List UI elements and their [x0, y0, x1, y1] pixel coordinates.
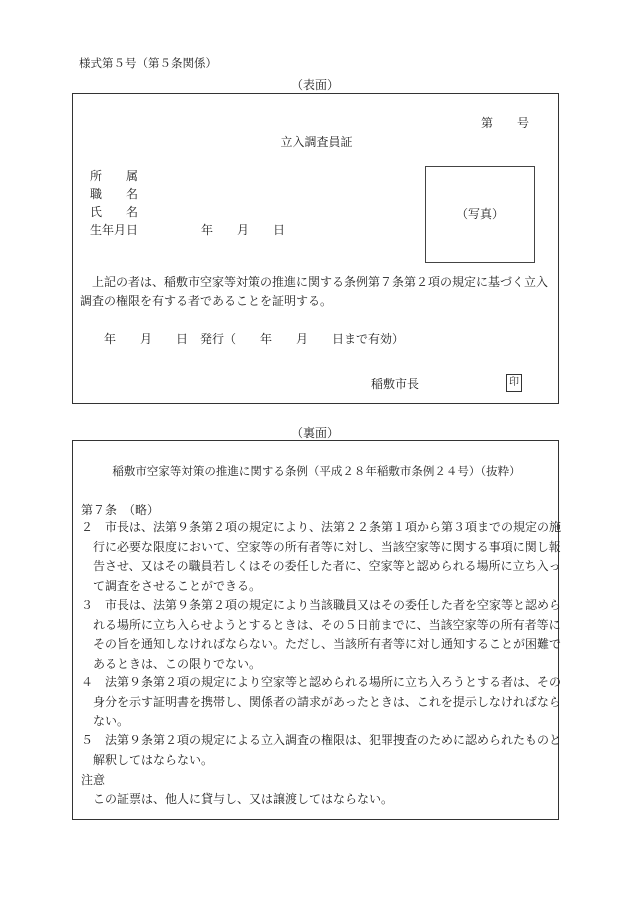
clause-5-number: ５	[81, 733, 94, 747]
issue-validity-line: 年 月 日 発行（ 年 月 日まで有効）	[104, 332, 405, 346]
clause-4	[81, 673, 563, 732]
field-name-label: 氏 名	[90, 205, 139, 219]
certificate-title: 立入調査員証	[280, 135, 353, 149]
photo-label: （写真）	[455, 207, 504, 221]
clause-3	[81, 596, 563, 674]
field-birthdate	[90, 221, 390, 239]
clause-5	[81, 731, 563, 770]
back-heading: （裏面）	[290, 426, 339, 440]
field-affiliation-label: 所 属	[90, 169, 139, 183]
front-heading: （表面）	[290, 78, 339, 92]
clause-3-text: 市長は、法第９条第２項の規定により当該職員又はその委任した者を空家等と認められる場所に立ち入らせようとするときは、その５日前までに、当該空家等の所有者等にその旨を通知しなければならない。ただし、当該所有者等に対し通知することが困難であるときは、この限りでない。	[93, 598, 562, 671]
certification-text: 上記の者は、稲敷市空家等対策の推進に関する条例第７条第２項の規定に基づく立入調査の権限を有する者であることを証明する。	[80, 275, 549, 308]
form-label: 様式第５号（第５条関係）	[79, 56, 217, 70]
official-seal: 印	[506, 374, 522, 392]
clause-2-text: 市長は、法第９条第２項の規定により、法第２２条第１項から第３項までの規定の施行に必要な限度において、空家等の所有者等に対し、当該空家等に関する事項に関し報告させ、又はその職員若しくはその委任した者に、空家等と認められる場所に立ち入って調査をさせることができる。	[93, 520, 562, 593]
note-heading: 注意	[81, 773, 106, 787]
clause-5-text: 法第９条第２項の規定による立入調査の権限は、犯罪捜査のために認められたものと解釈してはならない。	[93, 733, 562, 767]
photo-box	[425, 166, 535, 263]
birthdate-blank: 年 月 日	[201, 223, 286, 237]
front-card	[72, 93, 559, 404]
field-birthdate-label: 生年月日	[90, 223, 139, 237]
clause-2	[81, 518, 563, 596]
clause-4-text: 法第９条第２項の規定により空家等と認められる場所に立ち入ろうとする者は、その身分を示す証明書を携帯し、関係者の請求があったときは、これを提示しなければならない。	[93, 675, 562, 728]
certificate-number-label: 第 号	[481, 116, 530, 130]
ordinance-title: 稲敷市空家等対策の推進に関する条例（平成２８年稲敷市条例２４号）（抜粋）	[112, 464, 521, 478]
clause-2-number: ２	[81, 520, 94, 534]
field-position-label: 職 名	[90, 187, 139, 201]
note-text: この証票は、他人に貸与し、又は譲渡してはならない。	[93, 792, 394, 806]
back-card	[72, 440, 562, 820]
article-heading: 第７条 （略）	[81, 503, 160, 517]
clause-4-number: ４	[81, 675, 94, 689]
clause-3-number: ３	[81, 598, 94, 612]
issuer-name: 稲敷市長	[371, 377, 420, 391]
